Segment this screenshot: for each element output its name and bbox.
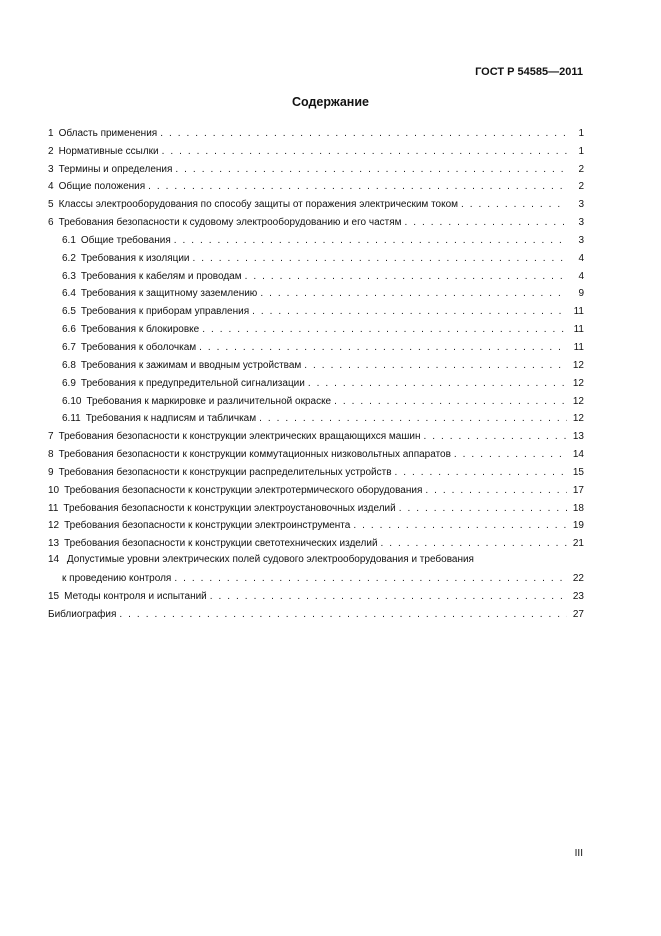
toc-number: 12 [48,520,60,532]
toc-label-continuation: к проведению контроля [62,573,172,585]
toc-leader [174,235,567,247]
toc-leader [245,271,567,283]
toc-label: Термины и определения [58,163,173,175]
toc-subentry[interactable] [48,354,584,372]
toc-page: 21 [572,538,584,550]
toc-label: Требования безопасности к конструкции электроустановочных изделий [63,502,396,514]
toc-entry[interactable] [48,532,584,550]
toc-page: 1 [578,127,584,139]
toc-page: 19 [572,520,584,532]
toc-leader [252,306,567,318]
toc-entry[interactable] [48,443,584,461]
toc-entry[interactable] [48,211,584,229]
toc-label: Требования к оболочкам [80,341,197,353]
toc-entry-bibliography[interactable] [48,603,584,621]
toc-leader [423,431,567,443]
toc-page: 4 [578,252,584,264]
toc-entry[interactable] [48,122,584,140]
toc-label: Требования к блокировке [80,324,200,336]
toc-label: Классы электрооборудования по способу защиты от поражения электрическим током [58,199,459,211]
toc-page: 22 [572,573,584,585]
toc-number: 10 [48,484,60,496]
toc-number: 6.11 [62,413,81,425]
toc-page: 13 [572,431,584,443]
toc-entry[interactable] [48,425,584,443]
toc-label: Требования к приборам управления [80,306,250,318]
toc-label: Требования к маркировке и различительной окраске [86,395,332,407]
toc-page: 3 [578,217,584,229]
toc-leader [202,324,567,336]
toc-entry[interactable] [48,461,584,479]
toc-leader [395,467,567,479]
toc-page: 12 [572,413,584,425]
toc-number: 13 [48,538,60,550]
toc-leader [210,591,567,603]
toc-number: 2 [48,145,54,157]
toc-page: 12 [572,359,584,371]
toc-label: Общие положения [58,181,146,193]
toc-leader [353,520,567,532]
toc-subentry[interactable] [48,372,584,390]
toc-subentry[interactable] [48,390,584,408]
toc-page: 11 [573,324,584,336]
toc-page: 1 [578,145,584,157]
toc-leader [334,396,567,408]
toc-number: 7 [48,431,54,443]
toc-number: 11 [48,502,59,514]
toc-number: 14 [48,554,60,566]
toc-leader [461,199,567,211]
toc-leader [199,342,567,354]
toc-number: 6.5 [62,306,76,318]
toc-leader [405,217,567,229]
toc-number: 6.8 [62,359,76,371]
toc-subentry[interactable] [48,247,584,265]
toc-leader [304,360,567,372]
toc-label: Требования к изоляции [80,252,190,264]
toc-number: 6.7 [62,341,76,353]
toc-label: Требования безопасности к конструкции светотехнических изделий [64,538,378,550]
toc-page: 12 [572,377,584,389]
toc-subentry[interactable] [48,300,584,318]
toc-subentry[interactable] [48,408,584,426]
toc-leader [425,485,567,497]
toc-label: Область применения [58,127,158,139]
toc-label: Допустимые уровни электрических полей судового электрооборудования и требования [66,554,474,566]
toc-page: 3 [578,199,584,211]
toc-entry[interactable] [48,585,584,603]
toc-subentry[interactable] [48,265,584,283]
toc-label: Требования к надписям и табличкам [85,413,257,425]
toc-entry[interactable] [48,158,584,176]
toc-leader [148,181,567,193]
toc-page: 3 [578,234,584,246]
toc-entry[interactable] [48,479,584,497]
toc-subentry[interactable] [48,229,584,247]
toc-subentry[interactable] [48,336,584,354]
toc-entry[interactable] [48,140,584,158]
toc-page: 9 [578,288,584,300]
toc-number: 6.9 [62,377,76,389]
toc-label: Требования к предупредительной сигнализации [80,377,305,389]
toc-leader [308,378,567,390]
toc-number: 6.3 [62,270,76,282]
toc-leader [174,573,567,585]
toc-number: 6.10 [62,395,82,407]
toc-number: 8 [48,449,54,461]
toc-page: 18 [572,502,584,514]
toc-leader [162,146,567,158]
toc-page: 2 [578,163,584,175]
toc-page: 27 [572,608,584,620]
toc-label: Требования к зажимам и вводным устройствам [80,359,302,371]
toc-label: Нормативные ссылки [58,145,159,157]
toc-number: 1 [48,127,54,139]
page-number: III [574,848,583,859]
toc-page: 17 [572,484,584,496]
toc-entry[interactable] [48,497,584,515]
toc-label: Общие требования [80,234,171,246]
toc-entry[interactable] [48,176,584,194]
toc-number: 6.4 [62,288,76,300]
toc-page: 2 [578,181,584,193]
page-title: Содержание [291,95,369,109]
toc-page: 11 [573,306,584,318]
toc-entry[interactable] [48,515,584,533]
table-of-contents [48,122,584,621]
toc-leader [175,164,567,176]
toc-number: 15 [48,591,60,603]
toc-entry[interactable] [48,193,584,211]
toc-leader [259,413,567,425]
toc-page: 4 [578,270,584,282]
toc-page: 12 [572,395,584,407]
toc-leader [119,609,567,621]
toc-label: Библиография [48,608,117,620]
toc-subentry[interactable] [48,318,584,336]
toc-page: 14 [572,449,584,461]
toc-number: 5 [48,199,54,211]
toc-leader [399,503,567,515]
toc-label: Требования безопасности к конструкции коммутационных низковольтных аппаратов [58,449,451,461]
toc-label: Требования безопасности к конструкции распределительных устройств [58,466,392,478]
document-header-id: ГОСТ Р 54585—2011 [475,66,583,78]
toc-leader [260,288,567,300]
toc-leader [454,449,567,461]
toc-number: 9 [48,466,54,478]
toc-entry[interactable] [48,554,584,585]
toc-number: 6.2 [62,252,76,264]
toc-label: Требования безопасности к конструкции электрических вращающихся машин [58,431,421,443]
toc-number: 4 [48,181,54,193]
toc-number: 6.1 [62,234,76,246]
toc-label: Методы контроля и испытаний [64,591,207,603]
toc-leader [193,253,567,265]
toc-label: Требования к защитному заземлению [80,288,258,300]
toc-number: 3 [48,163,54,175]
toc-label: Требования к кабелям и проводам [80,270,242,282]
toc-label: Требования безопасности к конструкции электротермического оборудования [64,484,423,496]
toc-page: 23 [572,591,584,603]
toc-page: 11 [573,341,584,353]
toc-leader [381,538,567,550]
toc-subentry[interactable] [48,283,584,301]
toc-label: Требования безопасности к конструкции электроинструмента [64,520,351,532]
toc-leader [160,128,567,140]
toc-number: 6.6 [62,324,76,336]
toc-label: Требования безопасности к судовому электрооборудованию и его частям [58,217,402,229]
toc-number: 6 [48,217,54,229]
toc-page: 15 [572,466,584,478]
